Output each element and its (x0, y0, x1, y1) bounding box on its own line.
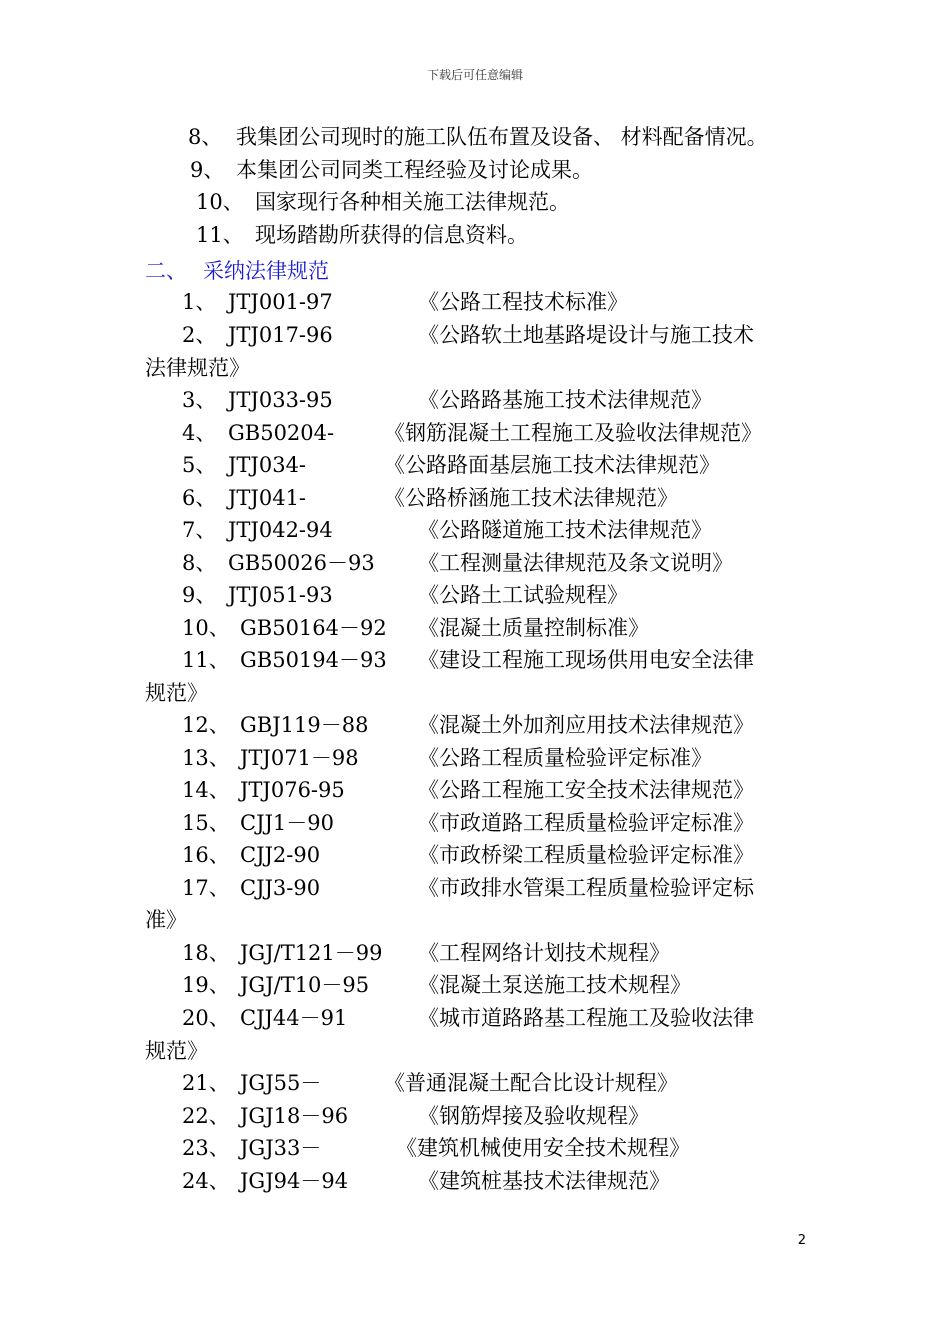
intro-text: 现场踏勘所获得的信息资料。 (255, 223, 528, 247)
item-code: GBJ119－88 (240, 713, 369, 737)
item-code: JTJ041- (228, 486, 307, 510)
intro-text: 国家现行各种相关施工法律规范。 (255, 190, 570, 214)
item-num: 22、 (182, 1104, 230, 1128)
item-code: GB50164－92 (240, 616, 387, 640)
item-code: JGJ55－ (240, 1071, 322, 1095)
item-title-continued: 法律规范》 (145, 356, 250, 380)
item-num: 18、 (182, 941, 230, 965)
item-code: JTJ071－98 (240, 746, 359, 770)
item-num: 9、 (182, 583, 217, 607)
item-title: 《钢筋焊接及验收规程》 (418, 1104, 649, 1128)
section-number: 二、 (145, 259, 187, 283)
item-num: 23、 (182, 1136, 230, 1160)
item-num: 2、 (182, 323, 217, 347)
item-title: 《市政道路工程质量检验评定标准》 (418, 811, 754, 835)
item-title: 《市政排水管渠工程质量检验评定标 (418, 876, 754, 900)
item-num: 10、 (182, 616, 230, 640)
item-title: 《城市道路路基工程施工及验收法律 (418, 1006, 754, 1030)
item-title: 《建筑桩基技术法律规范》 (418, 1169, 670, 1193)
item-num: 6、 (182, 486, 217, 510)
item-title: 《普通混凝土配合比设计规程》 (384, 1071, 678, 1095)
item-title: 《市政桥梁工程质量检验评定标准》 (418, 843, 754, 867)
item-code: JGJ94－94 (240, 1169, 349, 1193)
item-num: 3、 (182, 388, 217, 412)
page-header: 下载后可任意编辑 (426, 68, 523, 82)
item-code: GB50026－93 (228, 551, 375, 575)
item-num: 24、 (182, 1169, 230, 1193)
item-num: 20、 (182, 1006, 230, 1030)
item-num: 7、 (182, 518, 217, 542)
item-num: 11、 (182, 648, 230, 672)
item-title: 《钢筋混凝土工程施工及验收法律规范》 (384, 421, 762, 445)
item-code: JTJ001-97 (228, 290, 333, 314)
item-num: 1、 (182, 290, 217, 314)
section-title: 采纳法律规范 (203, 259, 329, 283)
item-code: CJJ2-90 (240, 843, 321, 867)
item-code: JGJ/T121－99 (240, 941, 383, 965)
item-title: 《公路工程质量检验评定标准》 (418, 746, 712, 770)
item-code: JTJ076-95 (240, 778, 345, 802)
item-code: CJJ3-90 (240, 876, 321, 900)
item-title: 《公路路面基层施工技术法律规范》 (384, 453, 720, 477)
item-num: 14、 (182, 778, 230, 802)
item-code: JTJ034- (228, 453, 307, 477)
item-title: 《混凝土泵送施工技术规程》 (418, 973, 691, 997)
item-code: GB50204- (228, 421, 335, 445)
item-title: 《工程网络计划技术规程》 (418, 941, 670, 965)
item-num: 13、 (182, 746, 230, 770)
intro-num: 11、 (196, 223, 244, 247)
item-code: JTJ017-96 (228, 323, 333, 347)
item-code: JTJ033-95 (228, 388, 333, 412)
item-num: 15、 (182, 811, 230, 835)
intro-num: 10、 (196, 190, 244, 214)
item-code: JGJ/T10－95 (240, 973, 370, 997)
item-num: 17、 (182, 876, 230, 900)
item-title: 《混凝土质量控制标准》 (418, 616, 649, 640)
item-num: 8、 (182, 551, 217, 575)
item-num: 16、 (182, 843, 230, 867)
item-title: 《公路路基施工技术法律规范》 (418, 388, 712, 412)
item-code: JGJ18－96 (240, 1104, 349, 1128)
item-num: 5、 (182, 453, 217, 477)
item-num: 12、 (182, 713, 230, 737)
item-title-continued: 规范》 (145, 1039, 208, 1063)
item-code: CJJ44－91 (240, 1006, 348, 1030)
item-num: 21、 (182, 1071, 230, 1095)
item-code: GB50194－93 (240, 648, 387, 672)
intro-text: 我集团公司现时的施工队伍布置及设备、 材料配备情况。 (236, 125, 768, 149)
item-code: JTJ051-93 (228, 583, 333, 607)
item-title-continued: 准》 (145, 908, 187, 932)
item-code: CJJ1－90 (240, 811, 334, 835)
item-title: 《工程测量法律规范及条文说明》 (418, 551, 733, 575)
intro-num: 9、 (190, 158, 225, 182)
item-title: 《公路工程技术标准》 (418, 290, 628, 314)
item-code: JTJ042-94 (228, 518, 333, 542)
item-title: 《公路隧道施工技术法律规范》 (418, 518, 712, 542)
item-title: 《公路软土地基路堤设计与施工技术 (418, 323, 754, 347)
intro-num: 8、 (188, 125, 223, 149)
item-title-continued: 规范》 (145, 681, 208, 705)
item-title: 《混凝土外加剂应用技术法律规范》 (418, 713, 754, 737)
item-num: 19、 (182, 973, 230, 997)
item-title: 《公路土工试验规程》 (418, 583, 628, 607)
intro-text: 本集团公司同类工程经验及讨论成果。 (236, 158, 593, 182)
item-num: 4、 (182, 421, 217, 445)
item-code: JGJ33－ (240, 1136, 322, 1160)
item-title: 《公路工程施工安全技术法律规范》 (418, 778, 754, 802)
page-number: 2 (797, 1233, 806, 1248)
item-title: 《建设工程施工现场供用电安全法律 (418, 648, 754, 672)
item-title: 《公路桥涵施工技术法律规范》 (384, 486, 678, 510)
item-title: 《建筑机械使用安全技术规程》 (396, 1136, 690, 1160)
